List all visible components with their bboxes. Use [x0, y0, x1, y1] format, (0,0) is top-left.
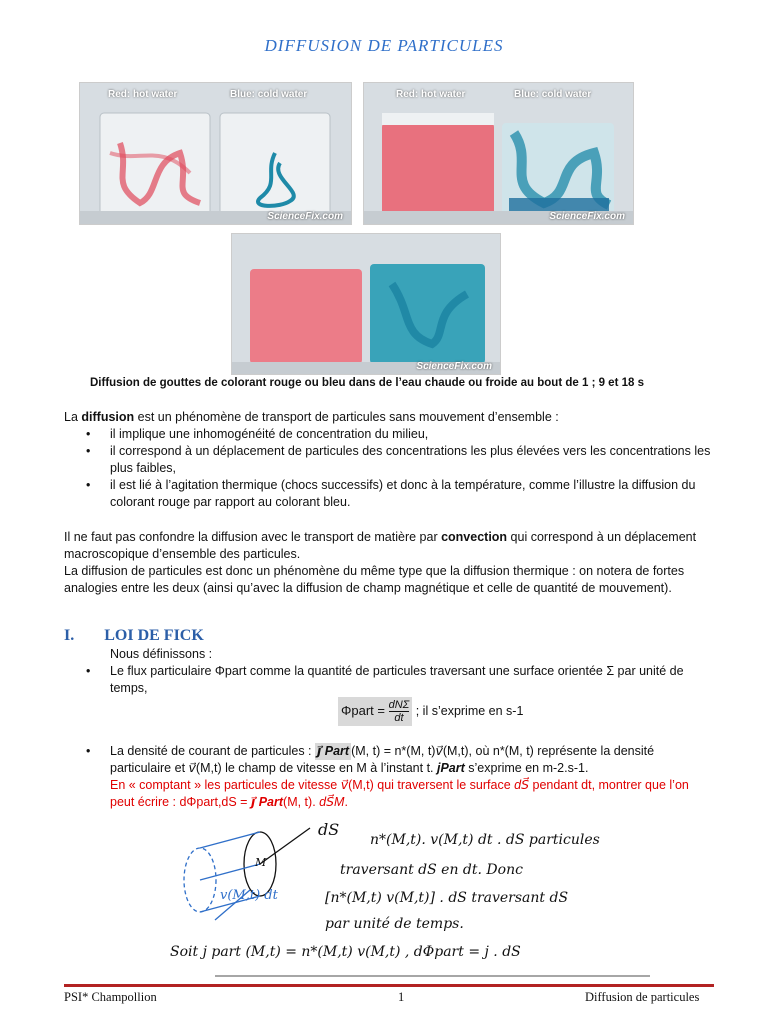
label-hot: Red: hot water [108, 89, 178, 100]
exercise-prompt: En « comptant » les particules de vitesse v⃗(M,t) qui traversent le surface dS⃗ pendant dt, montrer que l’on peut écrire : dΦpart,dS = j⃗ Part(M, t). dS⃗M. [110, 778, 689, 809]
label-cold: Blue: cold water [230, 89, 308, 100]
handwritten-derivation: dS n*(M,t). v(M,t) dt . dS particules M traversant dS en dt. Donc v(M,t) dt [n*(M,t) v(M,t)] . dS traversant dS par unité de temps. Soit j part (M,t) = n*(M,t) v(M,t) , dΦpart = j . dS [170, 820, 650, 983]
label-hot: Red: hot water [396, 89, 466, 100]
intro-bullet: • il est lié à l’agitation thermique (chocs successifs) et donc à la température, comme l’illustre la diffusion du colorant rouge par rapport au colorant bleu. [64, 477, 714, 511]
watermark: ScienceFix.com [549, 211, 625, 222]
page-title: DIFFUSION DE PARTICULES [264, 36, 504, 55]
photo-9s [363, 82, 634, 225]
watermark: ScienceFix.com [416, 361, 492, 372]
footer-right: Diffusion de particules [585, 990, 700, 1004]
figure-caption: Diffusion de gouttes de colorant rouge ou bleu dans de l’eau chaude ou froide au bout de 1 ; 9 et 18 s [90, 377, 644, 389]
photo-18s [231, 233, 501, 375]
intro-bullet: • il correspond à un déplacement de particules des concentrations les plus élevées vers les concentrations les plus faibles, [64, 443, 714, 477]
flux-bullet: • Le flux particulaire Φpart comme la quantité de particules traversant une surface orientée Σ par unité de temps, [64, 663, 714, 697]
intro-bullet: • il implique une inhomogénéité de concentration du milieu, [64, 426, 714, 443]
label-cold: Blue: cold water [514, 89, 592, 100]
current-density-bullet: • La densité de courant de particules : j⃗ Part (M, t) = n*(M, t)v⃗(M,t), où n*(M, t) représente la densité particulaire et v⃗(M,t) le champ de vitesse en M à l’instant t. jPart s’exprime en m-2.s-1. En « comptant » les particules de vitesse v⃗(M,t) qui traversent le surface dS⃗ pendant dt, montrer que l’on peut écrire : dΦpart,dS = j⃗ Part(M, t). dS⃗M. [64, 743, 714, 811]
footer-divider [64, 984, 714, 987]
photo-1s [79, 82, 352, 225]
section-heading: I. LOI DE FICK [64, 627, 204, 644]
footer-left: PSI* Champollion [64, 990, 157, 1004]
page-number: 1 [398, 990, 405, 1004]
flux-formula: Φpart = dNΣ dt ; il s’exprime en s-1 [338, 697, 523, 726]
convection-paragraph: Il ne faut pas confondre la diffusion avec le transport de matière par convection qui correspond à un déplacement macroscopique d’ensemble des particules. La diffusion de particules est donc un phénomène du même type que la diffusion thermique : on notera de fortes analogies entre les deux (ainsi qu’avec la diffusion de champ magnétique et celle de quantité de mouvement). [64, 530, 697, 595]
intro-paragraph: La diffusion est un phénomène de transport de particules sans mouvement d’ensemble : • il implique une inhomogénéité de concentration du milieu, • il correspond à un déplacement de particules des concentrations les plus élevées vers les concentrations les plus faibles, • il est lié à l’agitation thermique (chocs successifs) et donc à la température, comme l’illustre la diffusion du colorant rouge par rapport au colorant bleu. [64, 409, 714, 511]
section-intro: Nous définissons : [110, 647, 213, 661]
watermark: ScienceFix.com [267, 211, 343, 222]
